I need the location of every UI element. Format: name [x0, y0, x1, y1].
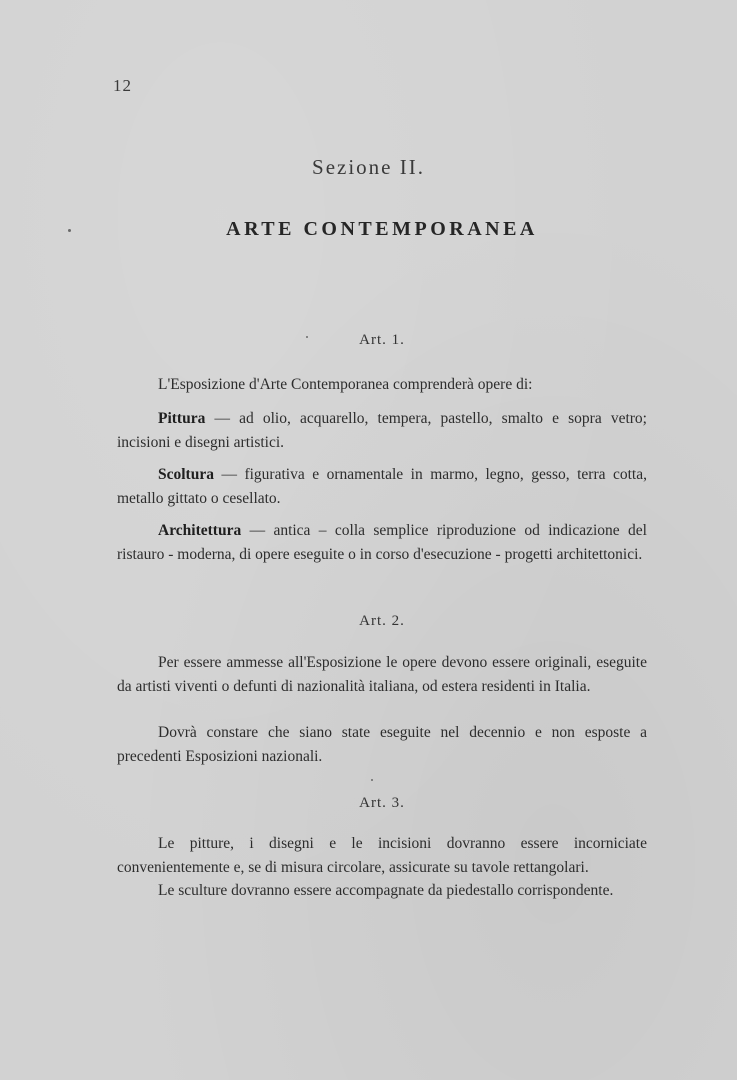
article-1-intro: L'Esposizione d'Arte Contemporanea comprenderà opere di:: [158, 376, 533, 393]
paper-speck: [306, 336, 308, 338]
article-3-paragraph-1: Le pitture, i disegni e le incisioni dovranno essere incorniciate convenientemente e, se di misura circolare, assicurate su tavole rettangolari.: [117, 835, 647, 876]
item-term: Scoltura: [158, 466, 214, 483]
page-number: 12: [113, 76, 132, 95]
item-text: — figurativa e ornamentale in marmo, legno, gesso, terra cotta, metallo gittato o cesellato.: [117, 466, 647, 507]
section-title: ARTE CONTEMPORANEA: [226, 218, 538, 240]
article-2-paragraph-2: Dovrà constare che siano state eseguite nel decennio e non esposte a precedenti Esposizioni nazionali.: [117, 724, 647, 765]
item-term: Pittura: [158, 410, 206, 427]
article-1-item-architettura: [117, 519, 647, 566]
paper-speck: [68, 229, 71, 232]
item-term: Architettura: [158, 522, 242, 539]
item-text: — antica – colla semplice riproduzione od indicazione del ristauro - moderna, di opere eseguite o in corso d'esecuzione - progetti architettonici.: [117, 522, 647, 563]
article-2-paragraph-1: Per essere ammesse all'Esposizione le opere devono essere originali, eseguite da artisti viventi o defunti di nazionalità italiana, od estera residenti in Italia.: [117, 654, 647, 695]
section-label: Sezione II.: [312, 155, 425, 179]
item-text: — ad olio, acquarello, tempera, pastello, smalto e sopra vetro; incisioni e disegni artistici.: [117, 410, 647, 451]
article-3-paragraph-2: Le sculture dovranno essere accompagnate da piedestallo corrispondente.: [158, 882, 614, 899]
article-1-heading: Art. 1.: [359, 332, 405, 348]
article-2-heading: Art. 2.: [359, 613, 405, 629]
paper-speck: [371, 779, 373, 781]
article-3-heading: Art. 3.: [359, 795, 405, 811]
article-1-item-scoltura: [117, 463, 647, 510]
article-1-item-pittura: [117, 407, 647, 454]
